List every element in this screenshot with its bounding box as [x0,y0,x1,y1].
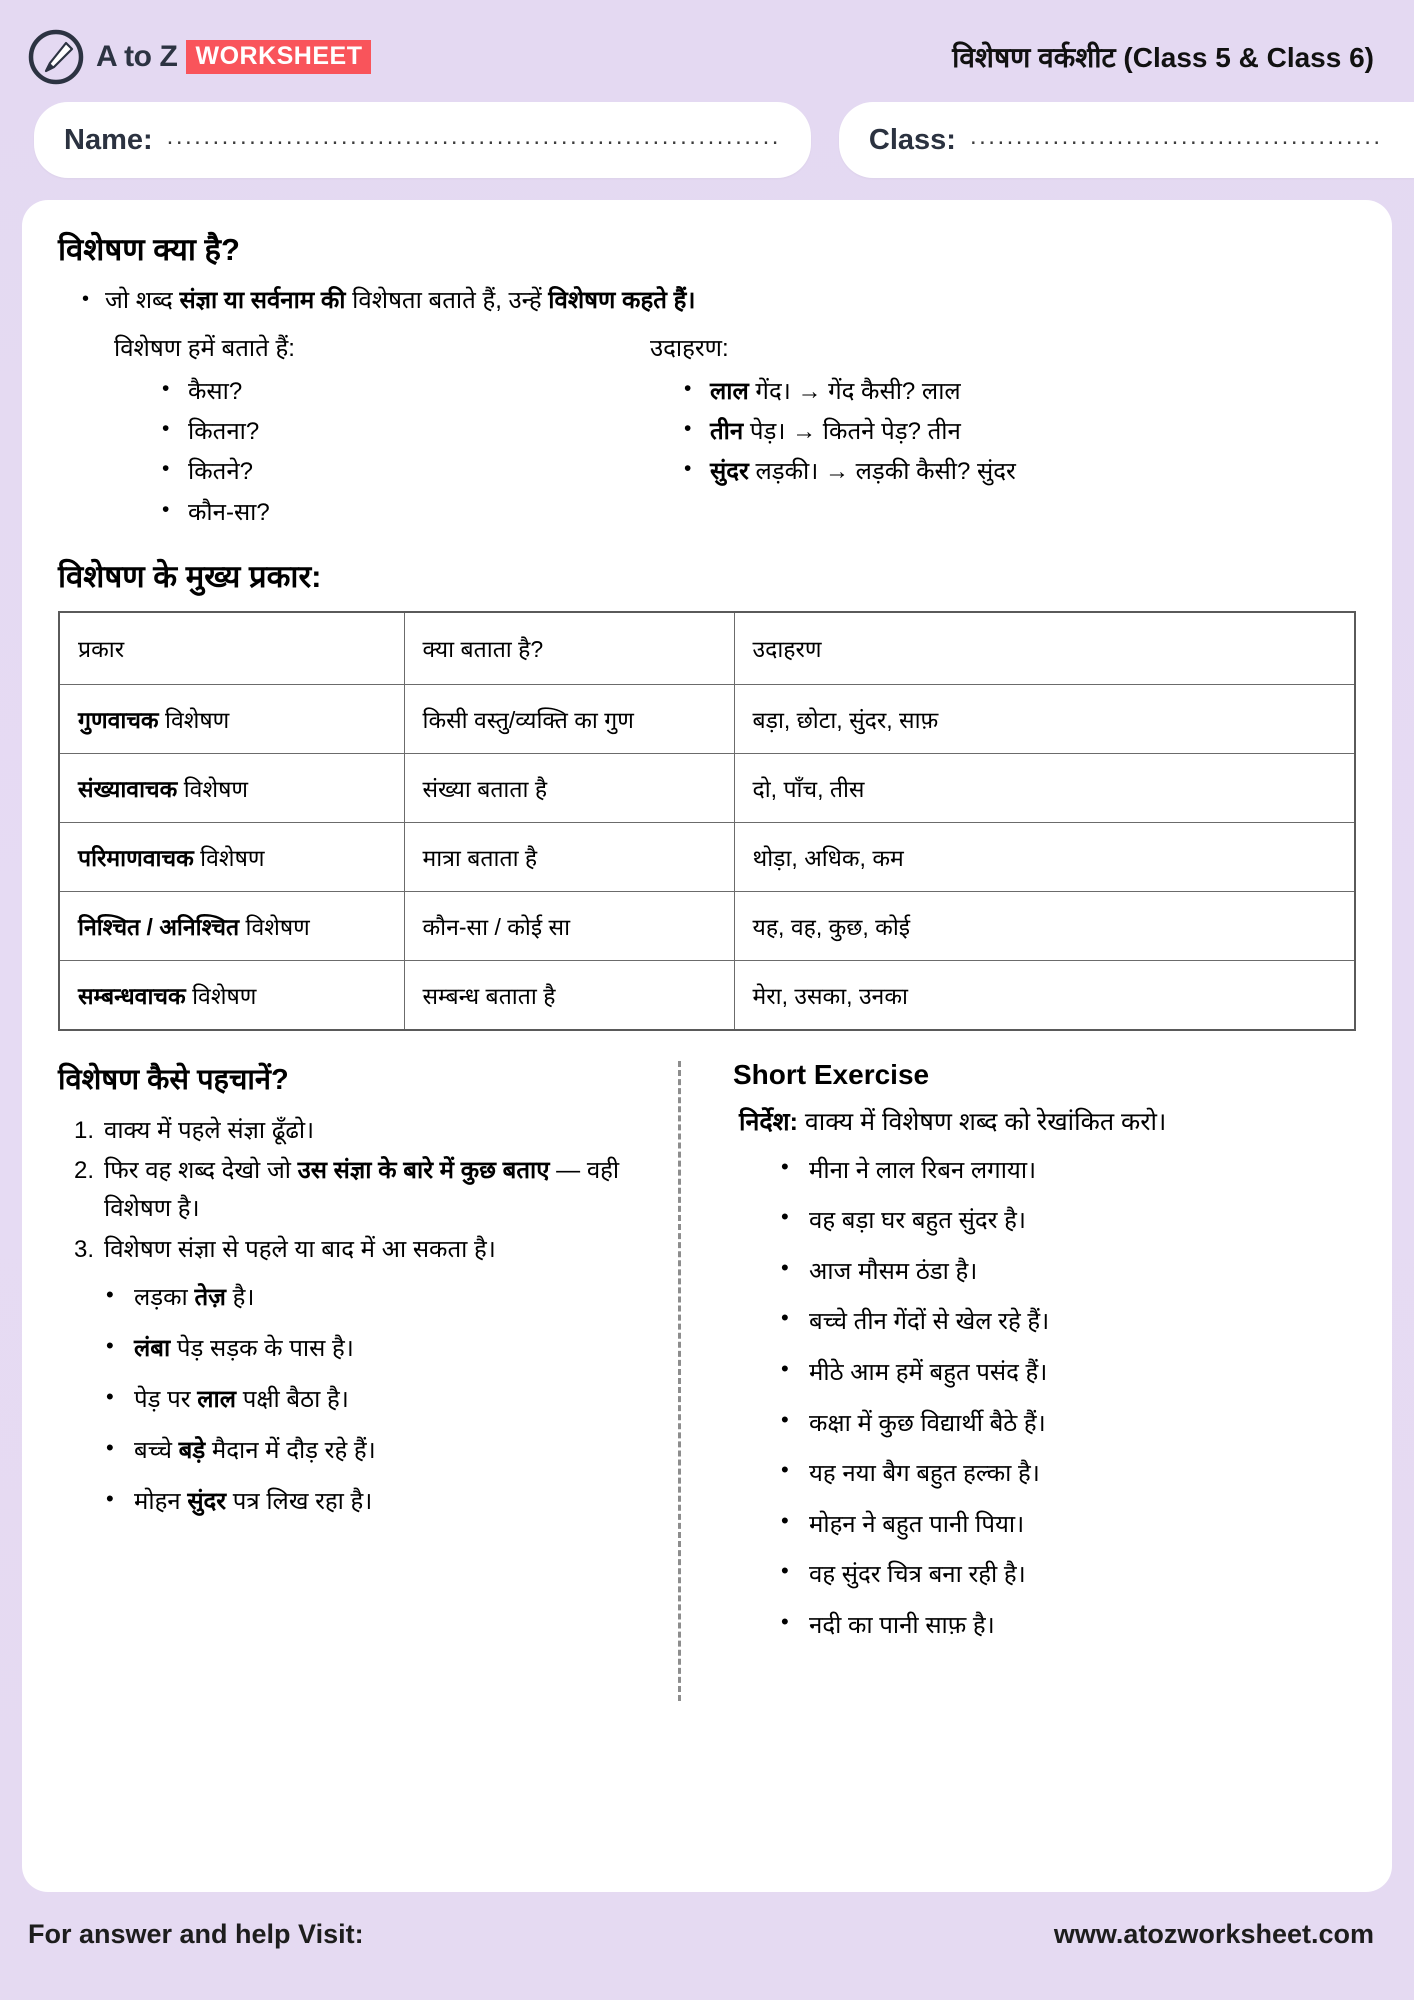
definition-right-heading: उदाहरण: [650,334,729,362]
definition-heading: विशेषण क्या है? [58,232,240,267]
list-item[interactable]: • आज मौसम ठंडा है। [781,1255,1356,1289]
instruction-label: निर्देश: [739,1107,798,1136]
ex-bold: सुंदर [187,1488,227,1516]
exercise-heading: Short Exercise [733,1058,930,1090]
brand-wordmark [96,40,371,74]
cell-type [59,753,404,822]
example-bold: सुंदर [710,458,749,486]
list-item [74,1231,652,1269]
exercise-instruction [733,1105,1356,1140]
types-table-wrapper [58,611,1356,1031]
table-header-row [59,612,1355,684]
definition-left-column [58,331,618,533]
name-field[interactable] [34,102,811,178]
example-rest: पेड़। → कितने पेड़? तीन [743,418,961,446]
ex-post: मैदान में दौड़ रहे हैं। [205,1437,376,1465]
exercise-section [681,1059,1356,1701]
types-table [58,611,1356,1031]
type-rest: विशेषण [158,706,230,733]
list-item[interactable]: • नदी का पानी साफ़ है। [781,1609,1356,1643]
cell-tells: सम्बन्ध बताता है [404,960,734,1030]
cell-tells: संख्या बताता है [404,753,734,822]
ex-post: पत्र लिख रहा है। [226,1488,373,1516]
definition-main-bullet [58,284,1356,319]
identify-steps-list [58,1112,652,1270]
ex-post: पक्षी बैठा है। [236,1386,349,1414]
page-header [0,0,1414,96]
example-bold: लाल [710,377,749,405]
definition-example-list [650,372,1356,493]
list-item [684,372,1356,412]
ex-pre: लड़का [134,1284,195,1312]
list-item[interactable]: • यह नया बैग बहुत हल्का है। [781,1457,1356,1491]
cell-examples: मेरा, उसका, उनका [734,960,1355,1030]
def-pre: जो शब्द [105,287,180,314]
list-item[interactable]: • वह बड़ा घर बहुत सुंदर है। [781,1204,1356,1238]
ex-bold: लाल [197,1386,237,1414]
cell-tells: किसी वस्तु/व्यक्ति का गुण [404,684,734,753]
definition-question-list [114,372,618,533]
type-rest: विशेषण [185,982,257,1009]
type-bold: सम्बन्धवाचक [78,982,186,1009]
name-input-line[interactable]: ................................................................... [166,125,781,150]
definition-right-column [618,331,1356,533]
cell-examples: बड़ा, छोटा, सुंदर, साफ़ [734,684,1355,753]
ex-pre: बच्चे [134,1437,179,1465]
list-item: • कैसा? [162,372,618,412]
ex-post: पेड़ सड़क के पास है। [170,1335,354,1363]
list-item [106,1332,652,1366]
list-item [684,412,1356,452]
list-item [684,452,1356,492]
brand-name: A to Z [96,40,178,73]
def-mid: विशेषता बताते हैं, उन्हें [345,287,549,314]
types-heading: विशेषण के मुख्य प्रकार: [58,559,322,595]
step-pre: फिर वह शब्द देखो जो [104,1156,298,1184]
exercise-items-list [733,1154,1356,1643]
class-input-line[interactable]: ............................................. [969,125,1383,150]
step-bold: उस संज्ञा के बारे में कुछ बताए [297,1156,550,1184]
example-rest: गेंद। → गेंद कैसी? लाल [748,377,961,405]
def-bold-2: विशेषण कहते हैं। [548,287,696,314]
cell-examples: थोड़ा, अधिक, कम [734,822,1355,891]
example-rest: लड़की। → लड़की कैसी? सुंदर [748,458,1016,486]
identify-examples-list [58,1281,652,1519]
example-bold: तीन [710,418,744,446]
cell-type [59,684,404,753]
type-bold: गुणवाचक [78,706,159,733]
table-row [59,822,1355,891]
list-item: • कितने? [162,452,618,492]
page-title: विशेषण वर्कशीट (Class 5 & Class 6) [952,42,1374,73]
instruction-text: वाक्य में विशेषण शब्द को रेखांकित करो। [797,1107,1167,1136]
brand-badge: WORKSHEET [186,40,371,73]
class-label: Class: [868,123,956,156]
cell-examples: दो, पाँच, तीस [734,753,1355,822]
footer-help-text: For answer and help Visit: [28,1918,364,1949]
definition-columns [58,331,1356,533]
table-row [59,753,1355,822]
list-item[interactable]: • मीना ने लाल रिबन लगाया। [781,1154,1356,1188]
cell-type [59,960,404,1030]
table-row [59,684,1355,753]
cell-examples: यह, वह, कुछ, कोई [734,891,1355,960]
list-item: • कितना? [162,412,618,452]
type-rest: विशेषण [239,913,310,940]
type-bold: परिमाणवाचक [78,844,194,871]
column-header-examples: उदाहरण [734,612,1355,684]
definition-left-heading: विशेषण हमें बताते हैं: [114,334,295,362]
bullet-dot-icon: • [82,288,90,310]
student-info-bar [0,102,1414,178]
ex-pre: पेड़ पर [134,1386,198,1414]
list-item[interactable]: • वह सुंदर चित्र बना रही है। [781,1558,1356,1592]
type-rest: विशेषण [177,775,249,802]
list-item [74,1112,652,1150]
ex-bold: लंबा [134,1335,171,1363]
brand-logo-group [28,29,371,85]
worksheet-card [22,200,1392,1892]
list-item: • कौन-सा? [162,493,618,533]
identify-section [58,1059,678,1701]
class-field[interactable] [839,102,1414,178]
footer-website-link[interactable]: www.atozworksheet.com [1053,1918,1374,1949]
type-rest: विशेषण [193,844,265,871]
step-post: — वही विशेषण है। [104,1156,620,1223]
bottom-sections [58,1059,1356,1701]
ex-bold: तेज़ [194,1284,226,1312]
cell-type [59,822,404,891]
list-item [106,1485,652,1519]
list-item [106,1281,652,1315]
pen-circle-logo-icon [28,29,84,85]
name-label: Name: [64,123,153,156]
list-item[interactable]: • कक्षा में कुछ विद्यार्थी बैठे हैं। [781,1407,1356,1441]
list-item[interactable]: • मीठे आम हमें बहुत पसंद हैं। [781,1356,1356,1390]
list-item [106,1434,652,1468]
cell-type [59,891,404,960]
cell-tells: कौन-सा / कोई सा [404,891,734,960]
step-pre: विशेषण संज्ञा से पहले या बाद में आ सकता है। [104,1235,496,1263]
identify-heading: विशेषण कैसे पहचानें? [58,1063,289,1096]
ex-post: है। [225,1284,255,1312]
type-bold: संख्यावाचक [78,775,178,802]
list-item[interactable]: • बच्चे तीन गेंदों से खेल रहे हैं। [781,1305,1356,1339]
table-row [59,960,1355,1030]
column-header-type: प्रकार [59,612,404,684]
page-footer [0,1892,1414,1960]
ex-bold: बड़े [178,1437,206,1465]
definition-sentence [105,284,695,319]
list-item [74,1152,652,1229]
cell-tells: मात्रा बताता है [404,822,734,891]
ex-pre: मोहन [134,1488,188,1516]
table-row [59,891,1355,960]
list-item [106,1383,652,1417]
type-bold: निश्चित / अनिश्चित [78,913,240,940]
step-pre: वाक्य में पहले संज्ञा ढूँढो। [104,1116,315,1144]
list-item[interactable]: • मोहन ने बहुत पानी पिया। [781,1508,1356,1542]
def-bold-1: संज्ञा या सर्वनाम की [179,287,346,314]
column-header-tells: क्या बताता है? [404,612,734,684]
